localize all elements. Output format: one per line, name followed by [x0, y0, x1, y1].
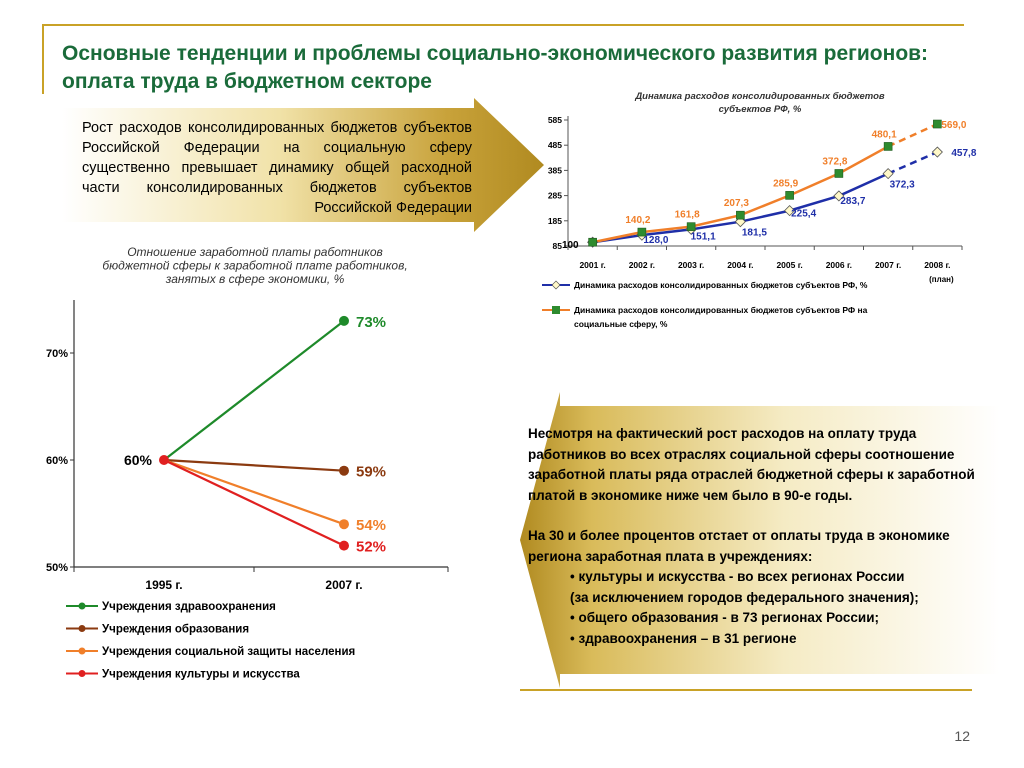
x-tick-label: 2008 г.: [924, 260, 951, 270]
page-number: 12: [954, 728, 970, 744]
x-tick-label: 2007 г.: [874, 260, 902, 270]
x-tick-note: (план): [929, 275, 954, 284]
data-point-social: [786, 191, 794, 199]
chart-title: занятых в сфере экономики, %: [165, 272, 345, 286]
y-tick-label: 185: [547, 215, 562, 226]
bullet-item: • здравоохранения – в 31 регионе: [570, 630, 797, 646]
legend-label: Учреждения здравоохранения: [102, 601, 276, 613]
data-label-total: 128,0: [643, 235, 669, 247]
x-tick-label: 2004 г.: [727, 260, 754, 270]
y-tick-label: 285: [547, 190, 562, 201]
y-tick-label: 485: [547, 140, 562, 151]
right-banner-text: [528, 424, 988, 649]
series-social-protection-point: [339, 519, 349, 529]
data-label-total: 151,1: [690, 231, 716, 243]
x-tick-label: 2005 г.: [776, 260, 803, 270]
bullet-item: (за исключением городов федерального значения);: [570, 589, 919, 605]
data-label-social: 285,9: [773, 178, 799, 190]
frame-top-line: [42, 24, 964, 26]
series-health-point: [339, 316, 349, 326]
chart-title: субъектов РФ, %: [718, 104, 802, 115]
legend-label-social: Динамика расходов консолидированных бюджетов субъектов РФ на: [574, 305, 868, 315]
y-tick-label: 385: [547, 165, 562, 176]
y-tick-label: 50%: [45, 562, 68, 574]
series-social-protection-label: 54%: [356, 517, 387, 535]
data-label-social: 140,2: [625, 215, 651, 227]
data-point-social: [884, 142, 892, 150]
data-label-social: 569,0: [941, 120, 967, 132]
legend-label-social-cont: социальные сферу, %: [574, 319, 668, 329]
legend-marker-social: [552, 306, 560, 314]
series-health-line: [164, 321, 344, 460]
series-culture-line: [164, 460, 344, 546]
y-tick-label: 585: [547, 115, 562, 125]
chart-title: Отношение заработной платы работников: [127, 245, 383, 259]
y-tick-label: 85: [552, 241, 562, 251]
data-label-total: 457,8: [951, 148, 977, 160]
data-point-social: [736, 211, 744, 219]
budget-dynamics-chart: [530, 84, 990, 344]
x-tick-label: 1995 г.: [145, 578, 183, 592]
data-label-social: 372,8: [822, 156, 848, 168]
data-label-total: 225,4: [791, 208, 817, 220]
legend-marker: [79, 625, 86, 632]
data-label-total: 100: [561, 240, 579, 252]
data-point-total: [932, 147, 942, 157]
data-label-social: 161,8: [674, 209, 700, 221]
x-tick-label: 2007 г.: [325, 578, 363, 592]
y-tick-label: 60%: [45, 455, 68, 467]
data-label-social: 480,1: [871, 129, 897, 141]
right-banner-paragraph-1: Несмотря на фактический рост расходов на оплату труда работников во всех отраслях социальной сферы соотношение заработной платы ряда отраслей бюджетной сферы к заработной платой в экономике ниже чем было в 90-е годы.: [528, 426, 975, 503]
legend-label: Учреждения культуры и искусства: [102, 668, 300, 681]
series-line-total-plan: [888, 152, 937, 174]
slide-title: Основные тенденции и проблемы социально-экономического развития регионов: оплата труда в бюджетном секторе: [62, 42, 929, 93]
wage-ratio-chart: [30, 238, 470, 698]
data-label-total: 181,5: [741, 227, 767, 239]
bullet-item: • общего образования - в 73 регионах России;: [570, 610, 879, 625]
legend-label: Учреждения образования: [102, 623, 250, 636]
y-tick-label: 70%: [45, 348, 68, 360]
data-point-social: [933, 120, 941, 128]
data-point-social: [589, 238, 597, 246]
data-label-total: 283,7: [840, 195, 866, 207]
chart-title: Динамика расходов консолидированных бюджетов: [635, 91, 885, 102]
data-label-total: 372,3: [889, 179, 915, 191]
legend-label: Учреждения социальной защиты населения: [102, 646, 356, 658]
series-health-label: 73%: [356, 313, 387, 331]
legend-marker: [79, 670, 86, 677]
series-education-label: 59%: [356, 463, 387, 481]
series-culture-label: 52%: [356, 538, 387, 556]
x-tick-label: 2003 г.: [677, 260, 705, 270]
data-point-social: [835, 169, 843, 177]
data-point-total: [883, 169, 893, 179]
start-point: [159, 455, 169, 465]
x-tick-label: 2001 г.: [579, 260, 606, 270]
frame-left-line: [42, 24, 44, 94]
legend-label-total: Динамика расходов консолидированных бюджетов субъектов РФ, %: [574, 280, 868, 290]
x-tick-label: 2002 г.: [628, 260, 656, 270]
data-label-social: 207,3: [723, 198, 749, 210]
left-banner-text: Рост расходов консолидированных бюджетов субъектов Российской Федерации на социальную сферу существенно превышает динамику общей расходной части консолидированных бюджетов субъектов Российской Федерации: [82, 120, 472, 216]
bullet-item: • культуры и искусства - во всех регионах России: [570, 569, 905, 584]
right-banner-paragraph-2: На 30 и более процентов отстает от оплаты труда в экономике региона заработная плата в учреждениях:: [528, 528, 950, 564]
legend-marker: [79, 648, 86, 655]
legend-marker: [79, 603, 86, 610]
frame-bottom-line: [520, 689, 972, 691]
data-point-social: [687, 223, 695, 231]
chart-title: бюджетной сферы к заработной плате работников,: [102, 258, 408, 273]
series-culture-point: [339, 541, 349, 551]
legend-marker-total: [552, 281, 560, 289]
x-tick-label: 2006 г.: [825, 260, 853, 270]
start-label: 60%: [123, 452, 152, 468]
series-education-point: [339, 466, 349, 476]
